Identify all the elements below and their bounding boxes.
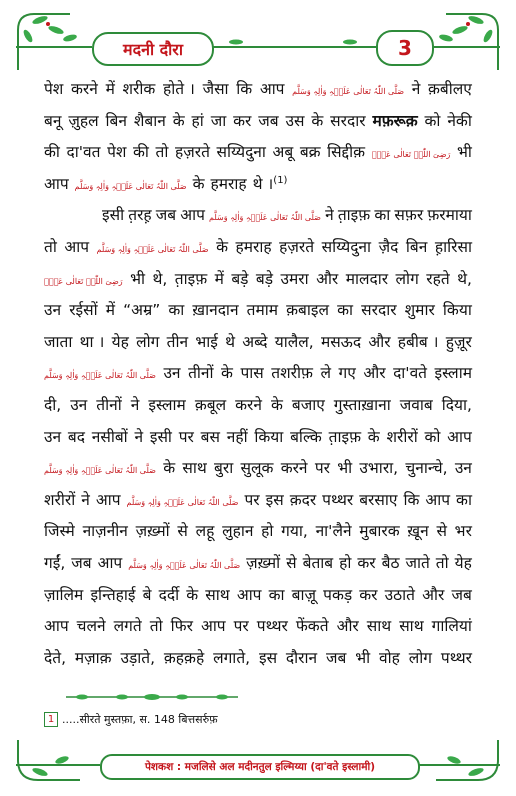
text-line [44, 264, 472, 296]
word: भी [355, 648, 371, 667]
text-line [44, 232, 472, 264]
word: का [268, 585, 285, 604]
word: के [270, 395, 283, 414]
word: जैसा [202, 80, 229, 98]
word: के [311, 111, 324, 130]
word: से [436, 522, 447, 541]
word: के [216, 237, 228, 256]
word: बेताब [302, 553, 334, 572]
word: हो [339, 553, 352, 572]
word: साथ [366, 617, 392, 636]
word: साथ [399, 617, 424, 636]
word: उठाते [384, 585, 416, 604]
word: ज़ुहल [68, 111, 99, 130]
text-line [44, 485, 472, 517]
word: मालदार [345, 269, 389, 288]
word: हबीब । [397, 332, 439, 351]
honorific-prophet: صَلَّی اللّٰہُ تَعَالٰی عَلَیۡہِ وَاٰلِہٖ وَسَلَّم [126, 497, 239, 507]
word: तशरीफ़ [271, 364, 313, 383]
word: बजाए [291, 395, 325, 414]
word: जब [155, 206, 177, 225]
word: सरदार [361, 301, 397, 320]
word: कर [359, 585, 378, 604]
word: आप [44, 174, 69, 193]
word: बरसाए [359, 490, 398, 509]
word: और [316, 269, 339, 288]
word: लोग [408, 648, 433, 667]
word: बल्कि [290, 427, 322, 446]
word: और [336, 617, 359, 636]
word: क़बीलए [428, 80, 472, 98]
word: बड़े [255, 269, 274, 288]
word: भी [130, 269, 146, 288]
word: को [424, 427, 441, 446]
text-line [44, 327, 472, 359]
word: अब्दे [242, 332, 268, 351]
word: के [367, 427, 380, 446]
header-ornament [0, 0, 516, 72]
word: अबू [272, 143, 294, 162]
text-line [44, 137, 472, 169]
word: बे [142, 585, 152, 604]
word: की [44, 143, 60, 162]
word: लोग [395, 269, 419, 288]
word: फेंकते [295, 617, 329, 636]
book-title: मदनी दौरा [123, 40, 183, 59]
page-header [0, 0, 516, 72]
honorific-prophet: صَلَّی اللّٰہُ تَعَالٰی عَلَیۡہِ وَاٰلِہٖ وَسَلَّم [209, 213, 321, 223]
text-line [44, 422, 472, 454]
word: पर [244, 490, 260, 509]
word: गया, [281, 522, 308, 541]
text-line [44, 453, 472, 485]
word: बक्र [299, 143, 321, 162]
word: का [374, 206, 391, 225]
honorific-prophet: صَلَّی اللّٰہُ تَعَالٰی عَلَیۡہِ وَاٰلِہٖ وَسَلَّم [96, 244, 209, 254]
text-line [44, 106, 472, 138]
word: मसऊद [320, 332, 362, 351]
word: हमराह [235, 237, 272, 256]
word: पेश [107, 143, 127, 162]
word: तो [435, 553, 449, 572]
text-line [44, 390, 472, 422]
word: पर [314, 459, 330, 478]
word: जिस्मे [44, 522, 75, 541]
word: कर [357, 553, 376, 572]
word: देते, [44, 648, 66, 667]
word: में [105, 80, 115, 98]
word: ज़ख़्मों [135, 522, 170, 541]
word: कि [236, 80, 253, 98]
word: उड़ाते, [120, 648, 156, 667]
word: जाता [44, 332, 73, 351]
word: फ़रमाया [427, 206, 472, 225]
word: जवाब [399, 395, 433, 414]
word: सय्यिदुना [216, 143, 266, 162]
footnote-divider [62, 690, 242, 704]
word: सय्यिदुना [321, 237, 372, 256]
honorific-prophet: صَلَّی اللّٰہُ تَعَالٰی عَلَیۡہِ وَاٰلِہٖ وَسَلَّم [44, 466, 156, 476]
word: बिन [105, 111, 127, 130]
footnote-marker: (1) [273, 174, 288, 186]
word: क़बूल [194, 395, 227, 414]
word: थे ।$^{(1)}$ [252, 174, 288, 193]
word: भी [456, 143, 472, 162]
word: आप [95, 490, 121, 509]
word: थे, [457, 269, 472, 288]
word: ज़ालिम [44, 585, 84, 604]
word: दी, [44, 395, 62, 414]
word: कि [403, 490, 420, 509]
word: तो [44, 237, 57, 256]
page-number: 3 [398, 36, 412, 60]
word: रईसों [69, 301, 98, 320]
word: ने [134, 427, 144, 446]
word: उन [44, 427, 62, 446]
word: से [286, 553, 297, 572]
word: गालियां [431, 617, 472, 636]
word: चुनान्चे, [405, 459, 448, 478]
word: जाते [405, 553, 430, 572]
word: का [456, 490, 472, 509]
word: थे, [152, 269, 168, 288]
word: करने [280, 459, 308, 478]
word: साथ [205, 585, 230, 604]
word: के [163, 459, 176, 478]
word: हां [191, 111, 204, 130]
text-line [44, 548, 472, 580]
publisher-banner [100, 754, 420, 780]
word: शरीक [122, 80, 156, 98]
word: गुस्ताख़ाना [333, 395, 391, 414]
word: हो [261, 522, 274, 541]
word: लोग [136, 332, 160, 351]
word: कर [233, 111, 252, 130]
word: सरदार [330, 111, 366, 130]
word: गईं, [44, 553, 66, 572]
word: दा'वत [66, 143, 101, 162]
footnote-text: .....सीरते मुस्तफ़ा, स. 148 बित्तसर्रुफ़ [62, 713, 218, 726]
word: ले [320, 364, 331, 383]
honorific-companion: رَضِیَ اللّٰہُ تَعَالٰی عَنۡہ [371, 150, 451, 160]
text-line [44, 74, 472, 106]
word: पर [233, 617, 249, 636]
word: शरीरों [386, 427, 418, 446]
word: इस्लाम [434, 364, 472, 383]
word: रहते [426, 269, 450, 288]
word: इस [265, 490, 284, 509]
word: होते । [163, 80, 195, 98]
word: ने [81, 490, 90, 509]
word: त़ाइफ़ [328, 427, 362, 446]
book-title-badge [92, 32, 214, 66]
text-line [44, 580, 472, 612]
word: और [363, 364, 386, 383]
word: हुज़ूर [445, 332, 472, 351]
word: मुबारक [359, 522, 400, 541]
word: क़दर [289, 490, 317, 509]
word: पथ्थर [256, 617, 288, 636]
word: फिर [170, 617, 193, 636]
text-line [44, 295, 472, 327]
word: में [105, 301, 116, 320]
word: आप [259, 80, 285, 98]
word: ख़ानदान [192, 301, 239, 320]
footnote [44, 712, 218, 727]
word: को [424, 111, 441, 130]
word: उस [285, 111, 305, 130]
word: पेश [44, 80, 64, 98]
word: लहू [195, 522, 215, 541]
word: और [422, 585, 445, 604]
word: में [214, 269, 224, 288]
text-line [44, 358, 472, 390]
word: लगते [113, 617, 142, 636]
word: जब [326, 648, 347, 667]
word: ने [325, 206, 334, 225]
word: क़बाइल [286, 301, 330, 320]
word: दा'वते [393, 364, 428, 383]
word: जब [451, 585, 472, 604]
word: का [337, 301, 354, 320]
word: बाज़ू [291, 585, 317, 604]
word: के [186, 585, 199, 604]
word: आप [64, 237, 90, 256]
word: “अम्र” [123, 301, 161, 320]
word: त़रह़ [128, 206, 152, 225]
word: शैबान [133, 111, 166, 130]
word: इन्तिहाई [90, 585, 136, 604]
word: सिद्दीक़ [327, 143, 366, 162]
word: लगाते, [213, 648, 251, 667]
word: तीनों [188, 364, 214, 383]
word: चलने [76, 617, 106, 636]
word: सफ़र [394, 206, 424, 225]
word: नहीं [226, 427, 248, 446]
word: भाई [195, 332, 218, 351]
word: नसीबों [91, 427, 128, 446]
word: भर [454, 522, 472, 541]
page-number-badge [376, 30, 434, 66]
word: शरीरों [44, 490, 76, 509]
word: के [172, 111, 185, 130]
word: इस्लाम [148, 395, 186, 414]
word: हज़रते [279, 237, 315, 256]
word: की [133, 143, 149, 162]
word: के [221, 364, 233, 383]
word: वोह [379, 648, 400, 667]
word: उभारा, [359, 459, 399, 478]
word: साथ [182, 459, 207, 478]
word: ज़ैद [378, 237, 399, 256]
word: उन [454, 459, 472, 478]
word: पथ्थर [322, 490, 354, 509]
word: करने [235, 395, 262, 414]
word: नाज़नीन [82, 522, 128, 541]
word: ह़ारिसा [434, 237, 472, 256]
word: दिया, [441, 395, 472, 414]
word: यालैल, [274, 332, 314, 351]
word: किया [442, 301, 472, 320]
word: लुहान [222, 522, 254, 541]
word: शुमार [404, 301, 435, 320]
word: क़हक़हे [163, 648, 205, 667]
word: मफ़रूक़ [372, 111, 418, 130]
word: आप [97, 553, 123, 572]
word: हमराह [210, 174, 247, 193]
word: और [368, 332, 391, 351]
word: से [177, 522, 188, 541]
page-footer [0, 740, 516, 792]
word: सुलूक [240, 459, 274, 478]
word: जा [210, 111, 227, 130]
word: तो [149, 617, 163, 636]
word: नेकी [447, 111, 472, 130]
word: ने [130, 395, 140, 414]
word: आप [425, 490, 451, 509]
honorific-prophet: صَلَّی اللّٰہُ تَعَالٰی عَلَیۡہِ وَاٰلِہٖ وَسَلَّم [44, 371, 156, 381]
text-line [44, 643, 472, 675]
word: पथ्थर [440, 648, 472, 667]
word: त़ाइफ़ [337, 206, 371, 225]
footnote-number: 1 [44, 712, 58, 727]
word: करने [71, 80, 98, 98]
word: त़ाइफ़ [174, 269, 208, 288]
word: तमाम [246, 301, 279, 320]
word: तीनों [96, 395, 122, 414]
word: के [192, 174, 205, 193]
honorific-companion: رَضِیَ اللّٰہُ تَعَالٰی عَنۡہ [44, 276, 123, 286]
word: किया [254, 427, 284, 446]
word: ने [411, 80, 421, 98]
word: इस [258, 648, 278, 667]
word: इसी [149, 427, 172, 446]
word: पर [178, 427, 194, 446]
text-line [44, 169, 472, 201]
word: बड़े [231, 269, 249, 288]
word: पास [240, 364, 264, 383]
word: गए [338, 364, 356, 383]
word: आप [200, 617, 226, 636]
word: जब [71, 553, 92, 572]
word: आप [180, 206, 205, 225]
word: ना'लैने [315, 522, 352, 541]
word: पकड़ [323, 585, 353, 604]
word: थे [225, 332, 235, 351]
word: हज़रते [175, 143, 210, 162]
honorific-prophet: صَلَّی اللّٰہُ تَعَالٰی عَلَیۡہِ وَاٰلِہٖ وَسَلَّم [292, 87, 405, 96]
word: आप [447, 427, 472, 446]
text-line [44, 611, 472, 643]
word: आप [236, 585, 262, 604]
word: था । [79, 332, 105, 351]
word: बस [200, 427, 220, 446]
word: ज़ख़्मों [246, 553, 281, 572]
body-text [44, 74, 472, 674]
word: इसी [102, 206, 125, 225]
word: येह [454, 553, 472, 572]
word: भी [337, 459, 353, 478]
word: दर्दी [158, 585, 180, 604]
word: तीन [166, 332, 189, 351]
publisher-text: पेशकश : मजलिसे अल मदीनतुल इल्मिय्या (दा'वते इस्लामी) [144, 761, 376, 773]
word: मज़ाक़ [74, 648, 112, 667]
word: दौरान [285, 648, 318, 667]
word: बद [67, 427, 85, 446]
word: बैठ [381, 553, 400, 572]
word: का [168, 301, 185, 320]
honorific-prophet: صَلَّی اللّٰہُ تَعَالٰی عَلَیۡہِ وَاٰلِہٖ وَسَلَّم [128, 560, 241, 570]
word: ख़ून [407, 522, 429, 541]
word: उन [70, 395, 88, 414]
text-line [44, 200, 472, 232]
word: आप [44, 617, 69, 636]
text-line [44, 516, 472, 548]
word: बुरा [214, 459, 234, 478]
word: उन [163, 364, 181, 383]
honorific-prophet: صَلَّی اللّٰہُ تَعَالٰی عَلَیۡہِ وَاٰلِہٖ وَسَلَّم [74, 181, 187, 191]
word: बिन [405, 237, 428, 256]
word: उमरा [280, 269, 309, 288]
word: येह [111, 332, 129, 351]
word: उन [44, 301, 62, 320]
word: बनू [44, 111, 62, 130]
word: तो [155, 143, 169, 162]
word: जब [258, 111, 279, 130]
